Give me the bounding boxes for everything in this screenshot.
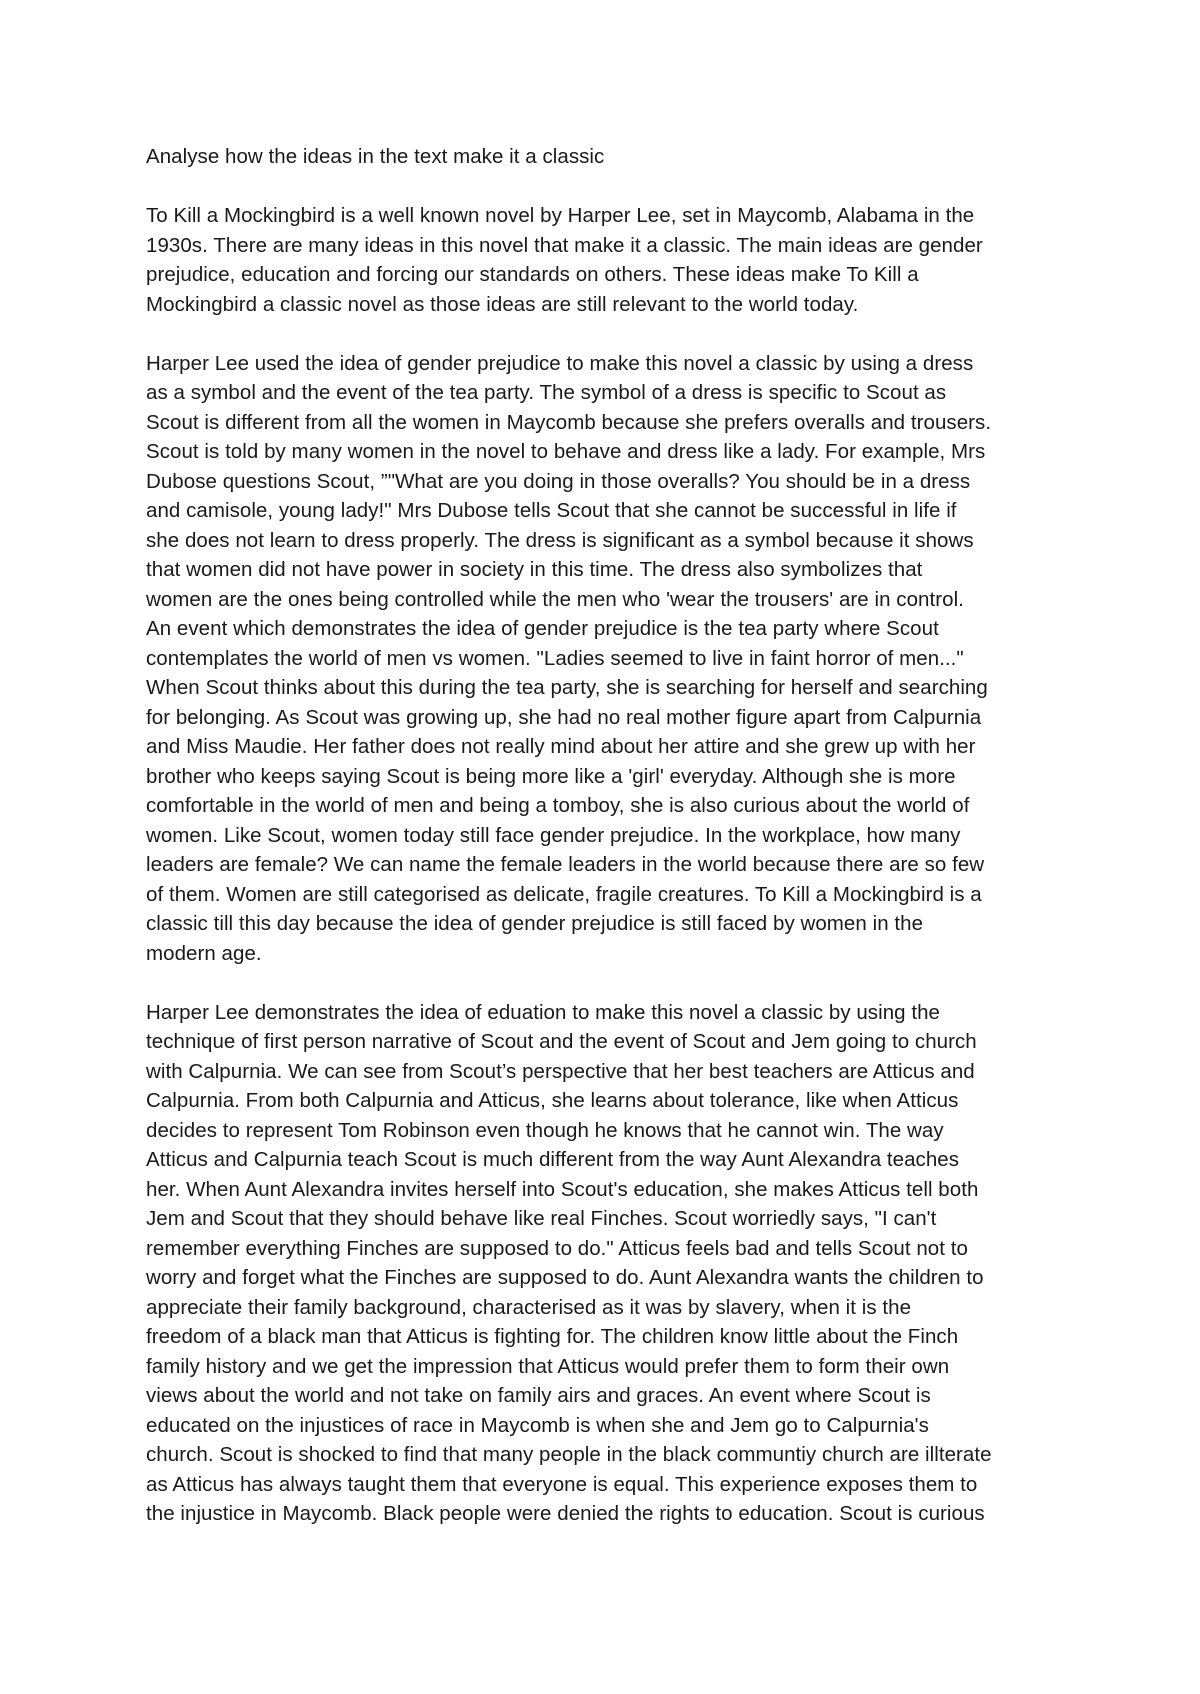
text-line: prejudice, education and forcing our standards on others. These ideas make To Kill a xyxy=(146,263,919,286)
text-line: Calpurnia. From both Calpurnia and Atticus, she learns about tolerance, like when Atticus xyxy=(146,1089,959,1112)
text-line: freedom of a black man that Atticus is fighting for. The children know little about the Finch xyxy=(146,1325,959,1348)
text-line: Jem and Scout that they should behave like real Finches. Scout worriedly says, "I can't xyxy=(146,1207,937,1230)
text-line: church. Scout is shocked to find that many people in the black communtiy church are illterate xyxy=(146,1443,992,1466)
text-line: Atticus and Calpurnia teach Scout is much different from the way Aunt Alexandra teaches xyxy=(146,1148,960,1171)
text-line: the injustice in Maycomb. Black people were denied the rights to education. Scout is curious xyxy=(146,1502,985,1525)
text-line: as Atticus has always taught them that everyone is equal. This experience exposes them to xyxy=(146,1472,978,1496)
text-line: Harper Lee used the idea of gender prejudice to make this novel a classic by using a dress xyxy=(146,351,974,375)
text-line: educated on the injustices of race in Maycomb is when she and Jem go to Calpurnia's xyxy=(146,1413,929,1437)
text-line: worry and forget what the Finches are supposed to do. Aunt Alexandra wants the children to xyxy=(146,1266,984,1289)
text-line: women are the ones being controlled while the men who 'wear the trousers' are in control. xyxy=(146,587,964,611)
text-line: that women did not have power in society in this time. The dress also symbolizes that xyxy=(146,558,923,581)
text-line: contemplates the world of men vs women. "Ladies seemed to live in faint horror of men..." xyxy=(146,646,964,670)
text-line: views about the world and not take on family airs and graces. An event where Scout is xyxy=(146,1384,931,1407)
text-line: technique of first person narrative of Scout and the event of Scout and Jem going to church xyxy=(146,1030,977,1053)
essay-title: Analyse how the ideas in the text make it a classic xyxy=(146,145,605,168)
text-line: of them. Women are still categorised as delicate, fragile creatures. To Kill a Mockingbird is a xyxy=(146,882,982,906)
text-line: remember everything Finches are supposed to do." Atticus feels bad and tells Scout not to xyxy=(146,1236,968,1260)
text-line: with Calpurnia. We can see from Scout’s perspective that her best teachers are Atticus and xyxy=(146,1059,975,1083)
text-line: and Miss Maudie. Her father does not really mind about her attire and she grew up with her xyxy=(146,735,976,758)
text-line: family history and we get the impression that Atticus would prefer them to form their own xyxy=(146,1354,950,1378)
text-line: her. When Aunt Alexandra invites herself into Scout's education, she makes Atticus tell both xyxy=(146,1177,979,1201)
text-line: brother who keeps saying Scout is being more like a 'girl' everyday. Although she is more xyxy=(146,764,956,788)
document-body xyxy=(146,142,1066,1558)
text-line: and camisole, young lady!" Mrs Dubose tells Scout that she cannot be successful in life if xyxy=(146,499,957,522)
text-line: classic till this day because the idea of gender prejudice is still faced by women in the xyxy=(146,912,924,935)
text-line: women. Like Scout, women today still face gender prejudice. In the workplace, how many xyxy=(146,823,961,847)
text-line: leaders are female? We can name the female leaders in the world because there are so few xyxy=(146,853,985,876)
text-line: Harper Lee demonstrates the idea of eduation to make this novel a classic by using the xyxy=(146,1000,941,1024)
text-line: Scout is told by many women in the novel to behave and dress like a lady. For example, Mrs xyxy=(146,440,986,463)
text-line: appreciate their family background, characterised as it was by slavery, when it is the xyxy=(146,1295,912,1319)
paragraph-container xyxy=(146,201,1066,1529)
text-line: To Kill a Mockingbird is a well known novel by Harper Lee, set in Maycomb, Alabama in the xyxy=(146,204,975,227)
text-line: Scout is different from all the women in Maycomb because she prefers overalls and trousers. xyxy=(146,410,992,434)
paragraph-1 xyxy=(146,201,1066,319)
text-line: decides to represent Tom Robinson even though he knows that he cannot win. The way xyxy=(146,1118,944,1142)
text-line: 1930s. There are many ideas in this novel that make it a classic. The main ideas are gender xyxy=(146,233,983,257)
text-line: for belonging. As Scout was growing up, she had no real mother figure apart from Calpurnia xyxy=(146,705,982,729)
paragraph-2 xyxy=(146,349,1066,969)
text-line: she does not learn to dress properly. The dress is significant as a symbol because it shows xyxy=(146,528,974,552)
paragraph-3 xyxy=(146,998,1066,1529)
text-line: modern age. xyxy=(146,941,262,965)
text-line: Mockingbird a classic novel as those ideas are still relevant to the world today. xyxy=(146,292,859,316)
text-line: When Scout thinks about this during the tea party, she is searching for herself and searching xyxy=(146,676,988,699)
text-line: as a symbol and the event of the tea party. The symbol of a dress is specific to Scout as xyxy=(146,381,947,404)
text-line: An event which demonstrates the idea of gender prejudice is the tea party where Scout xyxy=(146,617,939,640)
text-line: comfortable in the world of men and being a tomboy, she is also curious about the world of xyxy=(146,794,970,817)
text-line: Dubose questions Scout, ”"What are you doing in those overalls? You should be in a dress xyxy=(146,469,971,493)
